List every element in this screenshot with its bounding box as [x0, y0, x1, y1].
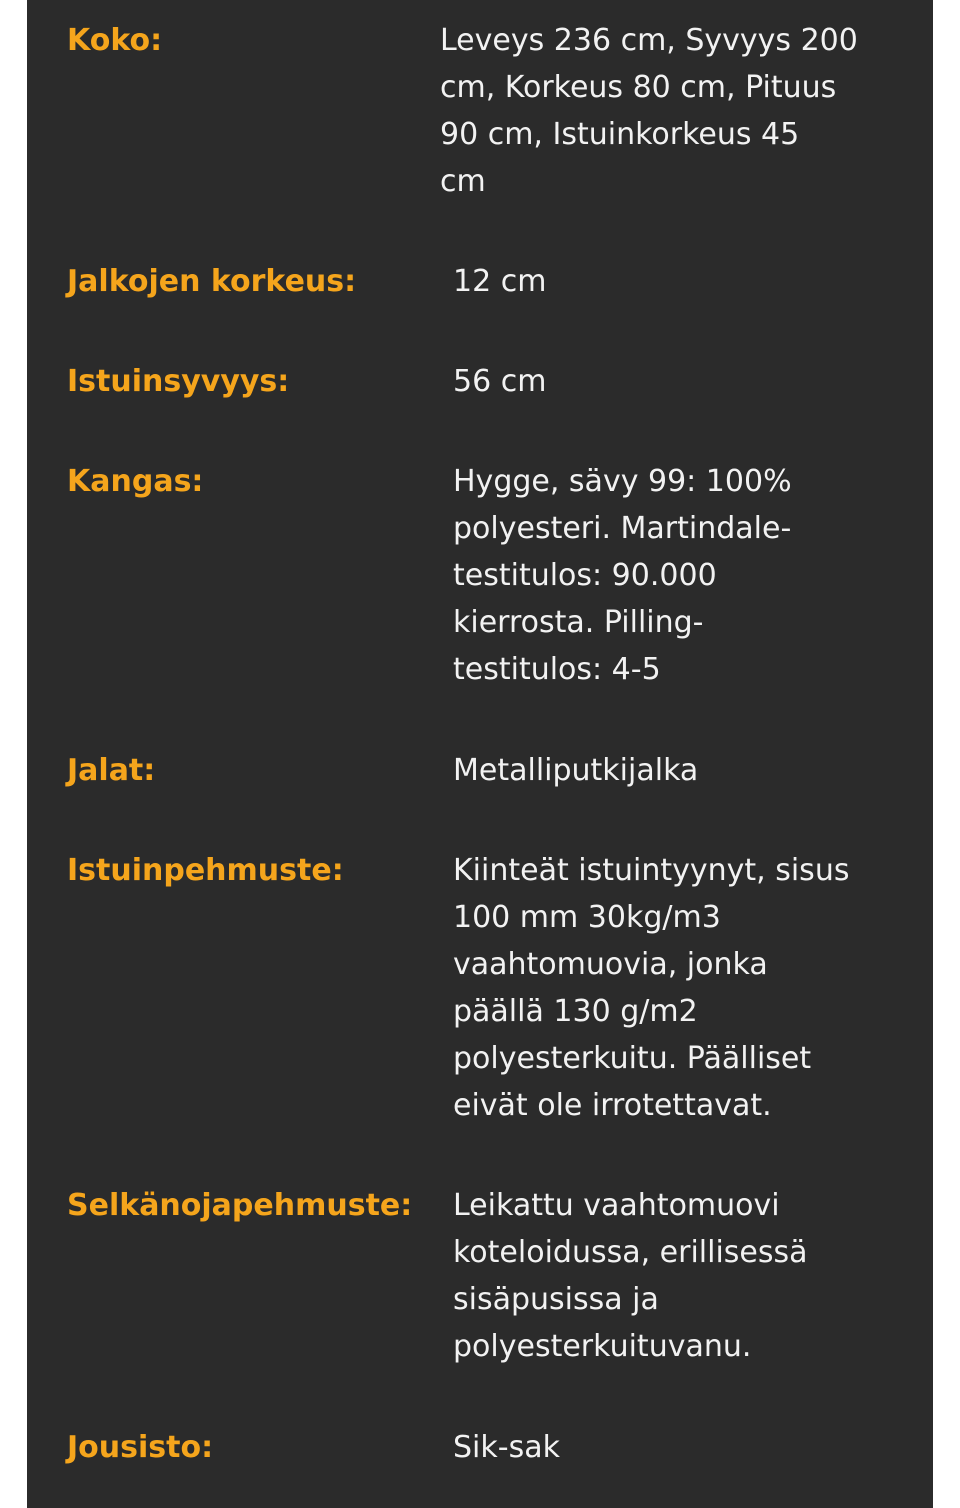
spec-value-koko: Leveys 236 cm, Syvyys 200 cm, Korkeus 80 cm, Pituus 90 cm, Istuinkorkeus 45 cm	[440, 23, 858, 199]
spec-value-jalkojen-korkeus: 12 cm	[453, 264, 547, 299]
spec-label-jousisto: Jousisto:	[67, 1430, 214, 1465]
spec-label-jalkojen-korkeus: Jalkojen korkeus:	[67, 264, 357, 299]
product-specs-panel	[27, 0, 933, 1508]
spec-value-jousisto: Sik-sak	[453, 1430, 560, 1465]
spec-label-istuinpehmuste: Istuinpehmuste:	[67, 853, 344, 888]
spec-value-selkanojapehmuste: Leikattu vaahtomuovi koteloidussa, erillisessä sisäpusissa ja polyesterkuituvanu.	[453, 1188, 808, 1364]
spec-value-jalat: Metalliputkijalka	[453, 753, 699, 788]
spec-value-istuinsyvyys: 56 cm	[453, 364, 547, 399]
spec-label-koko: Koko:	[67, 23, 163, 58]
spec-label-istuinsyvyys: Istuinsyvyys:	[67, 364, 290, 399]
spec-label-jalat: Jalat:	[67, 753, 156, 788]
spec-value-istuinpehmuste: Kiinteät istuintyynyt, sisus 100 mm 30kg/m3 vaahtomuovia, jonka päällä 130 g/m2 polyesterkuitu. Päälliset eivät ole irrotettavat.	[453, 853, 850, 1123]
spec-value-kangas: Hygge, sävy 99: 100% polyesteri. Martindale- testitulos: 90.000 kierrosta. Pilling- testitulos: 4-5	[453, 464, 792, 687]
spec-label-selkanojapehmuste: Selkänojapehmuste:	[67, 1188, 413, 1223]
spec-label-kangas: Kangas:	[67, 464, 204, 499]
